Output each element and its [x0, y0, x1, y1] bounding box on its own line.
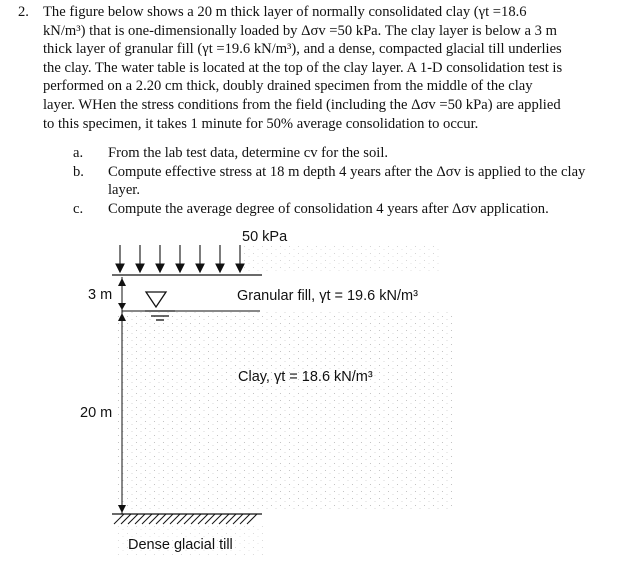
granular-fill-label: Granular fill, γt = 19.6 kN/m³	[237, 288, 418, 304]
part-a-text: From the lab test data, determine cv for the soil.	[108, 145, 389, 161]
fill-dim-arrow-top	[118, 278, 126, 286]
problem-number: 2.	[18, 4, 29, 20]
till-hatching	[114, 514, 257, 524]
part-a-label: a.	[73, 145, 84, 161]
problem-line: the clay. The water table is located at the top of the clay layer. A 1-D consolidation test is	[43, 59, 563, 76]
part-b-text: layer.	[108, 182, 141, 199]
part-c-text: Compute the average degree of consolidation 4 years after Δσv application.	[108, 200, 549, 217]
problem-line: kN/m³) that is one-dimensionally loaded by Δσv =50 kPa. The clay layer is below a 3 m	[43, 22, 557, 39]
part-b-label: b.	[73, 163, 84, 180]
problem-line: The figure below shows a 20 m thick layer of normally consolidated clay (γt =18.6	[43, 4, 527, 20]
problem-line: layer. WHen the stress conditions from the field (including the Δσv =50 kPa) are applied	[43, 96, 561, 113]
fill-stipple	[240, 243, 440, 273]
problem-line: performed on a 2.20 cm thick, doubly drained specimen from the middle of the clay	[43, 78, 533, 95]
problem-line: thick layer of granular fill (γt =19.6 kN/m³), and a dense, compacted glacial till underlies	[43, 41, 562, 58]
load-arrows	[116, 245, 244, 272]
clay-stipple	[115, 312, 455, 512]
load-label: 50 kPa	[242, 229, 288, 245]
fill-dim-arrow-bottom	[118, 303, 126, 310]
part-b-text: Compute effective stress at 18 m depth 4 years after the Δσv is applied to the clay	[108, 163, 586, 180]
part-c-label: c.	[73, 200, 84, 217]
fill-thickness-label: 3 m	[88, 287, 113, 303]
glacial-till-label: Dense glacial till	[128, 537, 233, 553]
problem-line: to this specimen, it takes 1 minute for 50% average consolidation to occur.	[43, 115, 479, 132]
clay-label: Clay, γt = 18.6 kN/m³	[238, 369, 373, 385]
clay-thickness-label: 20 m	[80, 405, 113, 421]
